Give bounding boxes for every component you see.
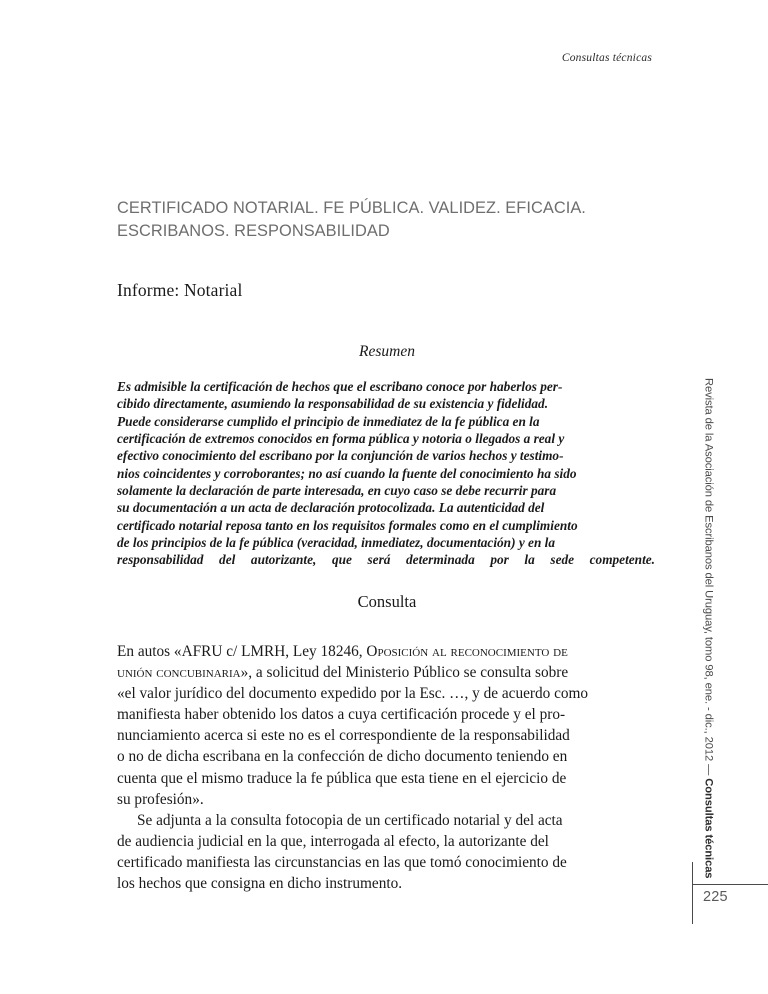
- consulta-line: unión concubinaria», a solicitud del Ministerio Público se consulta sobre: [117, 664, 569, 682]
- abstract-line: cibido directamente, asumiendo la responsabilidad de su existencia y fidelidad.: [117, 396, 549, 412]
- abstract-line: certificado notarial reposa tanto en los requisitos formales como en el cumplimiento: [117, 517, 578, 533]
- case-name-smallcaps: Oposición al reconocimiento de: [366, 643, 568, 660]
- folio-vertical-rule: [692, 862, 693, 924]
- abstract-line: su documentación a un acta de declaración protocolizada. La autenticidad del: [117, 500, 545, 516]
- page-number: 225: [703, 889, 728, 905]
- consulta-line: los hechos que consigna en dicho instrumento.: [117, 875, 403, 893]
- folio-horizontal-rule: [692, 884, 768, 885]
- case-name-smallcaps: unión concubinaria: [117, 664, 241, 682]
- article-title-line-1: CERTIFICADO NOTARIAL. FE PÚBLICA. VALIDEZ. EFICACIA.: [117, 199, 586, 217]
- article-title-line-2: ESCRIBANOS. RESPONSABILIDAD: [117, 222, 390, 240]
- consulta-heading: Consulta: [357, 592, 417, 611]
- running-head: Consultas técnicas: [561, 52, 652, 64]
- abstract-line: responsabilidad del autorizante, que será determinada por la sede competente.: [117, 552, 655, 568]
- abstract-line: Es admisible la certificación de hechos que el escribano conoce por haberlos per-: [117, 379, 563, 394]
- consulta-line: Se adjunta a la consulta fotocopia de un certificado notarial y del acta: [137, 811, 563, 829]
- consulta-line: nunciamiento acerca si este no es el correspondiente de la responsabilidad: [117, 727, 570, 745]
- consulta-body: [117, 641, 655, 894]
- consulta-line: «el valor jurídico del documento expedido por la Esc. …, y de acuerdo como: [117, 685, 589, 703]
- side-rubric-section: Consultas técnicas: [702, 778, 715, 879]
- report-type-label: Informe: Notarial: [117, 280, 243, 300]
- abstract-line: de los principios de la fe pública (veracidad, inmediatez, documentación) y en la: [117, 535, 556, 551]
- abstract-line: nios coincidentes y corroborantes; no así cuando la fuente del conocimiento ha sido: [117, 465, 577, 481]
- abstract-line: certificación de extremos conocidos en forma pública y notoria o llegados a real y: [117, 431, 565, 447]
- consulta-line: manifiesta haber obtenido los datos a cuya certificación procede y el pro-: [117, 706, 566, 724]
- side-rubric-journal: Revista de la Asociación de Escribanos del Uruguay, tomo 98, ene. - dic., 2012 —: [702, 378, 715, 779]
- abstract-line: solamente la declaración de parte interesada, en cuyo caso se debe recurrir para: [117, 483, 557, 499]
- consulta-line: cuenta que el mismo traduce la fe pública que esta tiene en el ejercicio de: [117, 769, 567, 787]
- abstract-line: Puede considerarse cumplido el principio de inmediatez de la fe pública en la: [117, 413, 540, 429]
- side-rubric: [699, 378, 717, 879]
- consulta-line: certificado manifiesta las circunstancias en las que tomó conocimiento de: [117, 853, 567, 871]
- abstract-line: efectivo conocimiento del escribano por la conjunción de varios hechos y testimo-: [117, 448, 564, 464]
- side-rubric-text: [702, 378, 713, 878]
- consulta-line: o no de dicha escribana en la confección de dicho documento teniendo en: [117, 748, 568, 766]
- consulta-line: su profesión».: [117, 790, 204, 808]
- consulta-line: de audiencia judicial en la que, interrogada al efecto, la autorizante del: [117, 832, 549, 850]
- consulta-line: En autos «AFRU c/ LMRH, Ley 18246, Oposición al reconocimiento de: [117, 643, 568, 660]
- abstract-heading: Resumen: [359, 343, 415, 360]
- abstract-body: [117, 378, 655, 569]
- page-title: [117, 197, 637, 243]
